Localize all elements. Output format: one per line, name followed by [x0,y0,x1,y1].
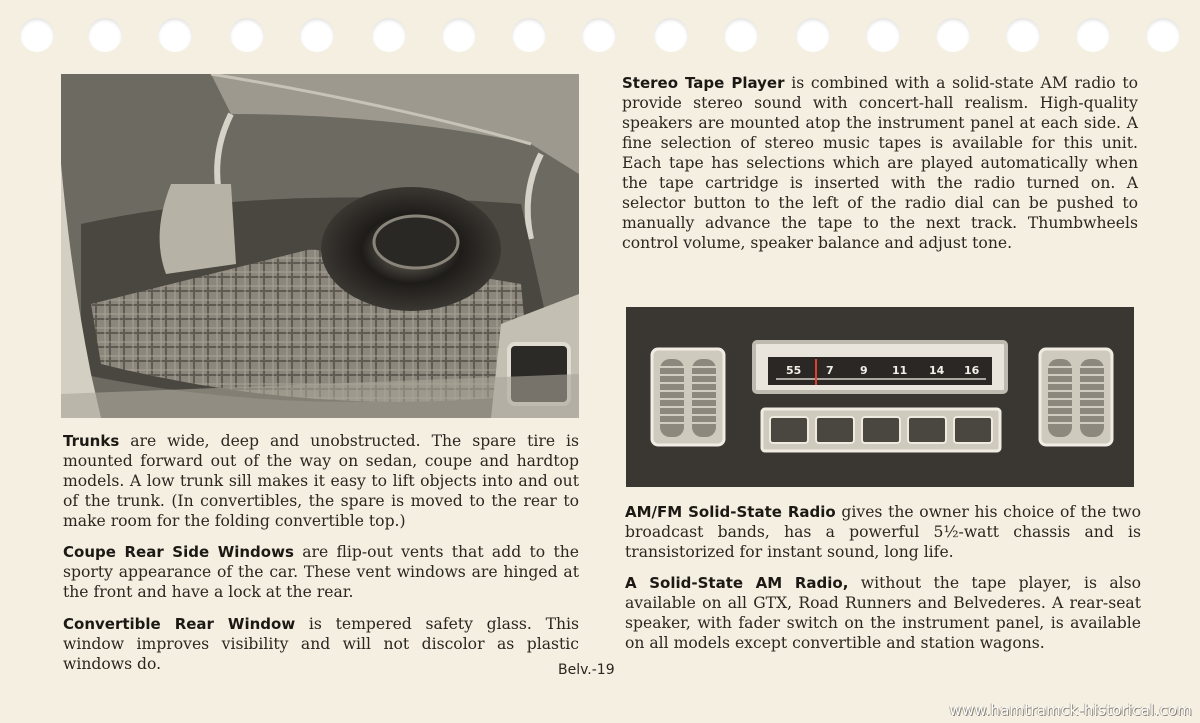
coupe-windows-body: are flip-out vents that add to the sporty appearance of the car. These vent windows are hinged at the front and have a lock at the rear. [63,543,579,601]
binder-hole [724,18,758,52]
am-body: without the tape player, is also available on all GTX, Road Runners and Belvederes. A rear-seat speaker, with fader switch on the instrument panel, is available on all models except convertible and station wagons. [625,574,1141,652]
binder-hole [442,18,476,52]
dial-label: 55 [786,364,802,377]
binder-hole [582,18,616,52]
binder-hole [372,18,406,52]
radio-illustration [626,307,1134,487]
binder-hole [230,18,264,52]
trunks-heading: Trunks [63,432,120,450]
binder-hole [796,18,830,52]
dial-label: 14 [929,364,945,377]
stereo-body: is combined with a solid-state AM radio to provide stereo sound with concert-hall realism. High-quality speakers are mounted atop the instrument panel at each side. A fine selection of stereo music tapes is available for this unit. Each tape has selections which are played automatically when the tape cartridge is inserted with the radio turned on. A selector button to the left of the radio dial can be pushed to manually advance the tape to the next track. Thumbwheels control volume, speaker balance and adjust tone. [622,74,1138,252]
trunk-illustration [61,74,579,418]
amfm-paragraph [625,502,1141,562]
radio-photo [626,307,1134,487]
convertible-window-heading: Convertible Rear Window [63,615,296,633]
coupe-windows-paragraph [63,542,579,602]
am-paragraph [625,573,1141,653]
page-number: Belv.-19 [558,662,615,678]
binder-hole [936,18,970,52]
binder-hole [1006,18,1040,52]
stereo-heading: Stereo Tape Player [622,74,785,92]
dial-label: 16 [964,364,980,377]
trunks-paragraph [63,431,579,531]
binder-hole [1146,18,1180,52]
trunk-photo [61,74,579,418]
watermark: www.hamtramck-historical.com [949,701,1192,719]
binder-hole [512,18,546,52]
amfm-body: gives the owner his choice of the two broadcast bands, has a powerful 5½-watt chassis and is transistorized for instant sound, long life. [625,503,1141,561]
amfm-heading: AM/FM Solid-State Radio [625,503,836,521]
binder-hole [88,18,122,52]
dial-label: 11 [892,364,908,377]
binder-hole [654,18,688,52]
binder-hole [300,18,334,52]
binder-hole [20,18,54,52]
dial-label: 9 [860,364,868,377]
binder-hole [158,18,192,52]
convertible-window-body: is tempered safety glass. This window improves visibility and will not discolor as plastic windows do. [63,615,579,673]
binder-hole [1076,18,1110,52]
stereo-paragraph [622,73,1138,253]
am-heading: A Solid-State AM Radio, [625,574,849,592]
dial-label: 7 [826,364,834,377]
binder-hole [866,18,900,52]
trunks-body: are wide, deep and unobstructed. The spare tire is mounted forward out of the way on sedan, coupe and hardtop models. A low trunk sill makes it easy to lift objects into and out of the trunk. (In convertibles, the spare is moved to the rear to make room for the folding convertible top.) [63,432,579,530]
binder-holes [0,18,1200,58]
coupe-windows-heading: Coupe Rear Side Windows [63,543,294,561]
convertible-window-paragraph [63,614,579,674]
